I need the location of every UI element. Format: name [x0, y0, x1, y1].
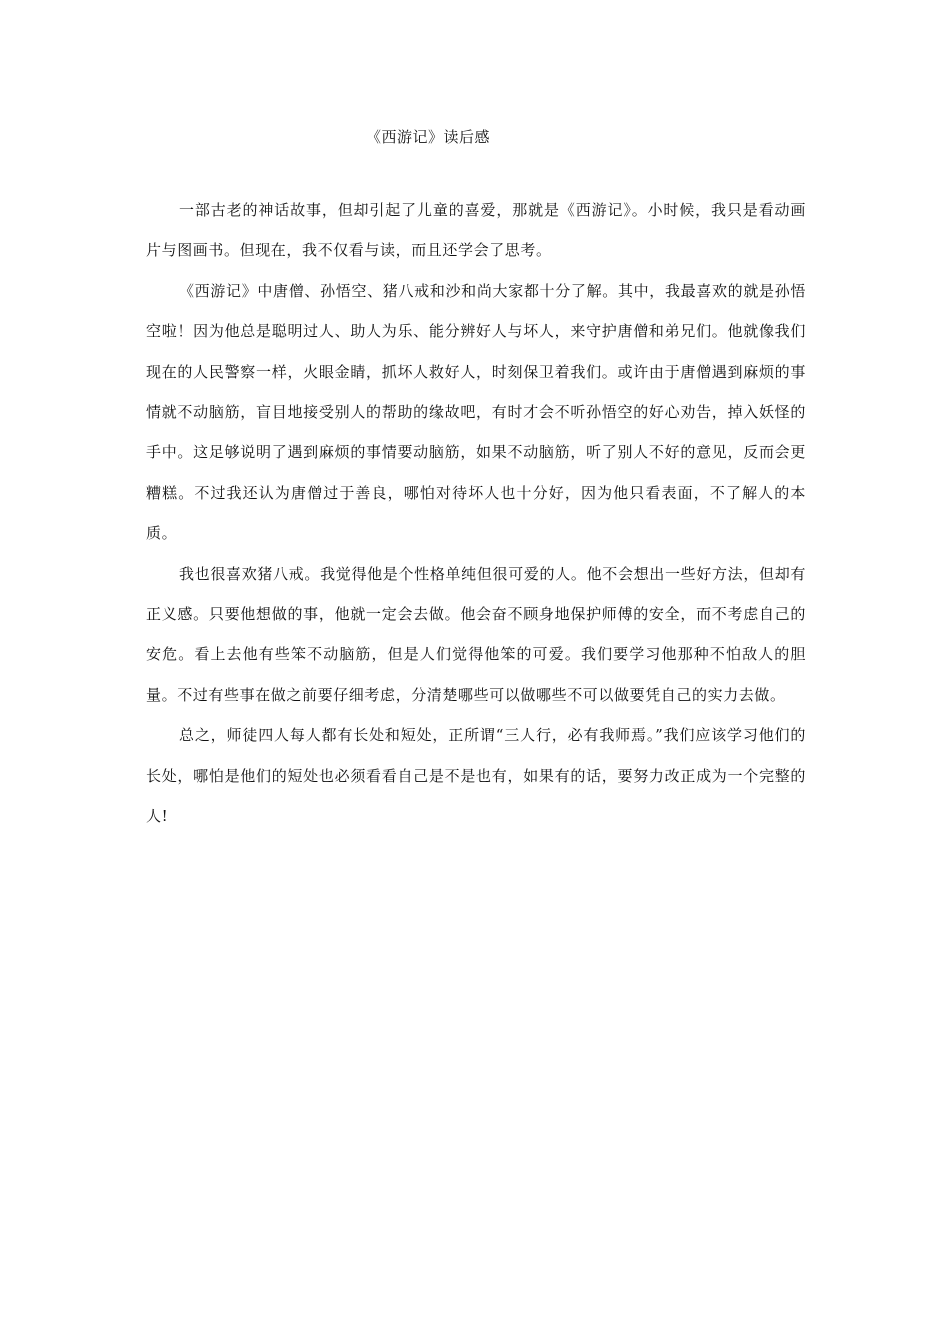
paragraph-zhu-bajie: 我也很喜欢猪八戒。我觉得他是个性格单纯但很可爱的人。他不会想出一些好方法，但却有正义感。只要他想做的事，他就一定会去做。他会奋不顾身地保护师傅的安全，而不考虑自己的安危。看上去他有些笨不动脑筋，但是人们觉得他笨的可爱。我们要学习他那种不怕敌人的胆量。不过有些事在做之前要仔细考虑，分清楚哪些可以做哪些不可以做要凭自己的实力去做。: [146, 564, 806, 704]
paragraph-conclusion: 总之，师徒四人每人都有长处和短处，正所谓“三人行，必有我师焉。”我们应该学习他们的长处，哪怕是他们的短处也必须看看自己是不是也有，如果有的话，要努力改正成为一个完整的人!: [146, 726, 806, 826]
paragraph-sun-wukong: 《西游记》中唐僧、孙悟空、猪八戒和沙和尚大家都十分了解。其中，我最喜欢的就是孙悟空啦！因为他总是聪明过人、助人为乐、能分辨好人与坏人，来守护唐僧和弟兄们。他就像我们现在的人民警察一样，火眼金睛，抓坏人救好人，时刻保卫着我们。或许由于唐僧遇到麻烦的事情就不动脑筋，盲目地接受别人的帮助的缘故吧，有时才会不听孙悟空的好心劝告，掉入妖怪的手中。这足够说明了遇到麻烦的事情要动脑筋，如果不动脑筋，听了别人不好的意见，反而会更糟糕。不过我还认为唐僧过于善良，哪怕对待坏人也十分好，因为他只看表面，不了解人的本质。: [146, 281, 806, 543]
paragraph-intro: 一部古老的神话故事，但却引起了儿童的喜爱，那就是《西游记》。小时候，我只是看动画片与图画书。但现在，我不仅看与读，而且还学会了思考。: [146, 201, 806, 260]
document-title: 《西游记》读后感: [366, 128, 491, 146]
document-body: [146, 190, 806, 837]
